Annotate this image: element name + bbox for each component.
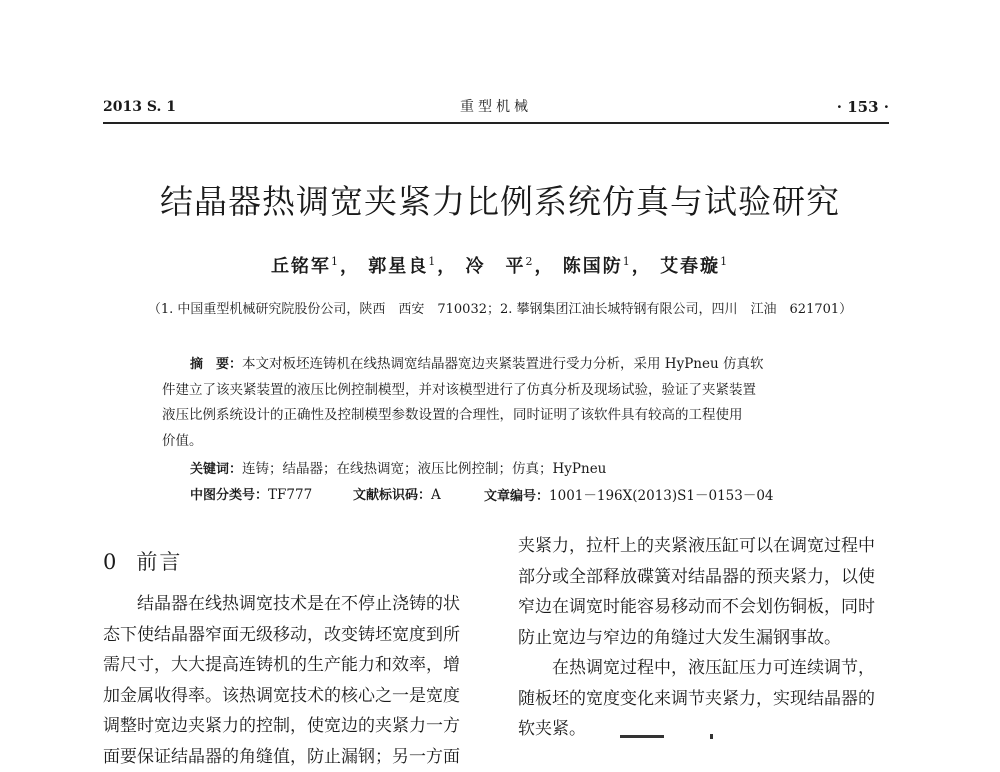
body-line: 窄边在调宽时能容易移动而不会划伤铜板，同时 [518, 592, 890, 623]
body-line: 结晶器在线热调宽技术是在不停止浇铸的状 [103, 589, 481, 620]
article-no-value: 1001－196X(2013)S1－0153－04 [549, 488, 774, 504]
abstract-line: 摘 要：本文对板坯连铸机在线热调宽结晶器宽边夹紧装置进行受力分析，采用 HyPneu 仿真软 [190, 352, 842, 378]
abstract-line: 件建立了该夹紧装置的液压比例控制模型，并对该模型进行了仿真分析及现场试验，验证了夹紧装置 [162, 378, 842, 404]
section-number: 0 [103, 550, 118, 574]
clc-line [190, 484, 312, 503]
section-heading [103, 546, 481, 576]
body-line: 部分或全部释放碟簧对结晶器的预夹紧力，以使 [518, 562, 890, 593]
journal-name: 重型机械 [103, 94, 889, 120]
body-line: 加金属收得率。该热调宽技术的核心之一是宽度 [103, 681, 481, 712]
clc-label: 中图分类号： [190, 488, 268, 503]
article-no-line [484, 484, 774, 504]
abstract-line: 价值。 [162, 429, 842, 455]
author: 冷 平$^2$ [466, 256, 535, 277]
left-column-body [103, 589, 481, 738]
author-list: 丘铭军$^1$， 郭星良$^1$， 冷 平$^2$， 陈国防$^1$， 艾春璇$^1$ [0, 252, 1000, 278]
author: 艾春璇$^1$ [660, 256, 729, 277]
keywords-value: 连铸；结晶器；在线热调宽；液压比例控制；仿真；HyPneu [242, 461, 606, 477]
body-line: 面要保证结晶器的角缝值，防止漏钢；另一方面 [103, 742, 481, 772]
body-line: 软夹紧。 [518, 714, 890, 745]
body-line: 在热调宽过程中，液压缸压力可连续调节， [518, 653, 890, 684]
keywords-label: 关键词： [190, 462, 242, 477]
clc-value: TF777 [268, 487, 312, 503]
abstract-block [162, 352, 842, 454]
header-rule [103, 122, 889, 124]
figure-top-edge [620, 733, 760, 739]
section-title: 前言 [136, 550, 182, 574]
body-line: 需尺寸，大大提高连铸机的生产能力和效率，增 [103, 650, 481, 681]
right-column-body [518, 531, 890, 745]
issue-label: 2013 S. 1 [103, 94, 176, 120]
author: 陈国防$^1$ [563, 256, 632, 277]
body-line: 调整时宽边夹紧力的控制，使宽边的夹紧力一方 [103, 711, 481, 742]
doc-code-line [353, 484, 441, 503]
abstract-line: 液压比例系统设计的正确性及控制模型参数设置的合理性，同时证明了该软件具有较高的工程使用 [162, 403, 842, 429]
author: 郭星良$^1$ [368, 256, 437, 277]
body-line: 防止宽边与窄边的角缝过大发生漏钢事故。 [518, 623, 890, 654]
doc-code-value: A [431, 487, 441, 503]
body-line: 夹紧力，拉杆上的夹紧液压缸可以在调宽过程中 [518, 531, 890, 562]
running-header [103, 94, 889, 120]
body-line: 态下使结晶器窄面无级移动，改变铸坯宽度到所 [103, 620, 481, 651]
article-no-label: 文章编号： [484, 489, 549, 504]
body-line: 随板坯的宽度变化来调节夹紧力，实现结晶器的 [518, 684, 890, 715]
article-title: 结晶器热调宽夹紧力比例系统仿真与试验研究 [0, 176, 1000, 223]
abstract-label: 摘 要： [190, 357, 242, 372]
keywords-line [190, 457, 606, 477]
affiliations: （1. 中国重型机械研究院股份公司，陕西 西安 710032；2. 攀钢集团江油长城特钢有限公司，四川 江油 621701） [0, 298, 1000, 317]
author: 丘铭军$^1$ [271, 256, 340, 277]
page-number: · 153 · [837, 94, 889, 120]
doc-code-label: 文献标识码： [353, 488, 431, 503]
